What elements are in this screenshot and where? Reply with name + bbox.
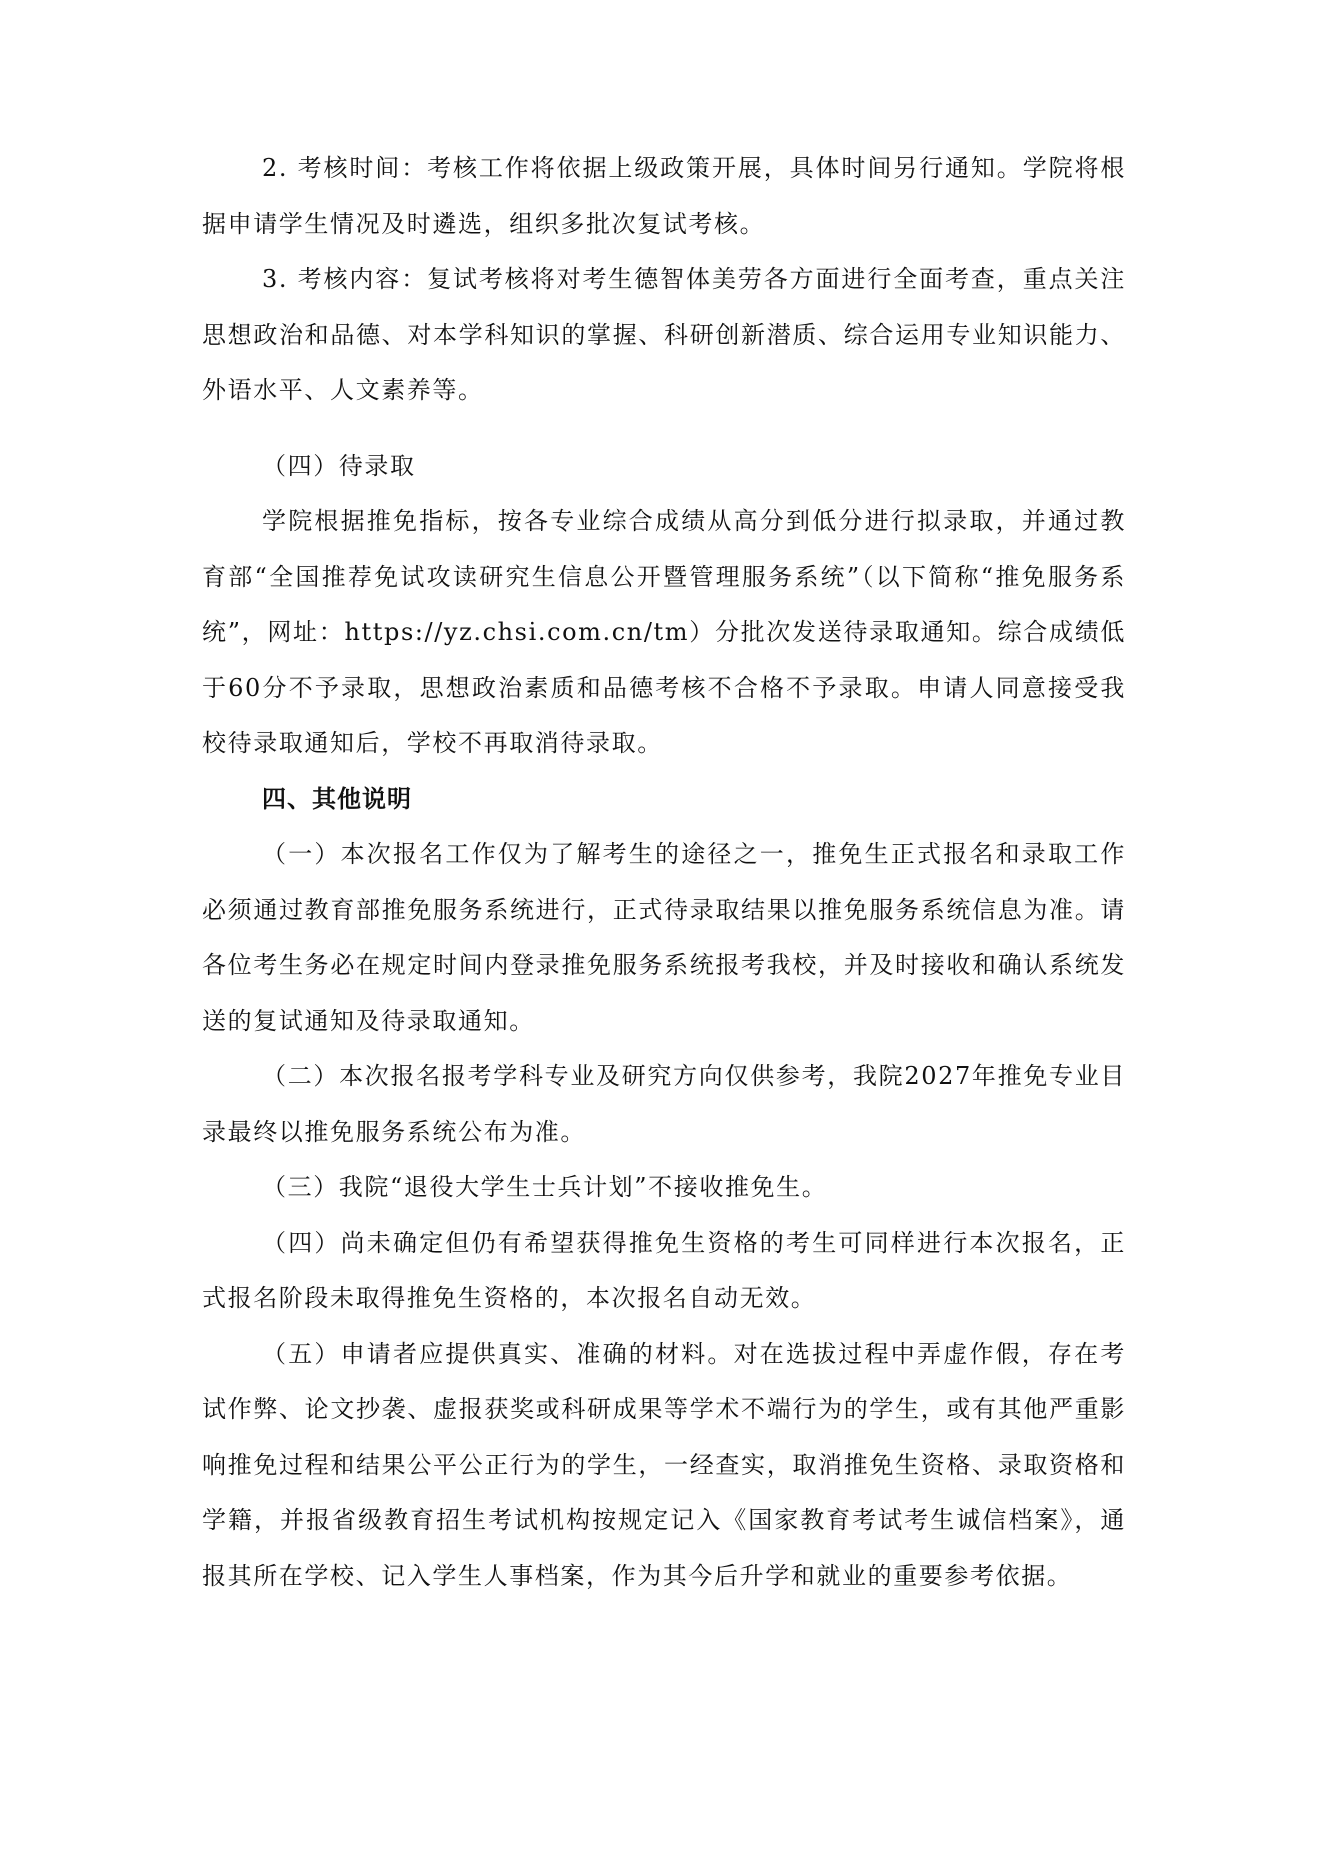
paragraph-note-1: （一）本次报名工作仅为了解考生的途径之一，推免生正式报名和录取工作必须通过教育部推免服务系统进行，正式待录取结果以推免服务系统信息为准。请各位考生务必在规定时间内登录推免服务系统报考我校，并及时接收和确认系统发送的复试通知及待录取通知。 [202, 840, 1126, 1035]
section-other-notes-heading: 四、其他说明 [262, 784, 412, 813]
paragraph-exam-content: 3. 考核内容：复试考核将对考生德智体美劳各方面进行全面考查，重点关注思想政治和品德、对本学科知识的掌握、科研创新潜质、综合运用专业知识能力、外语水平、人文素养等。 [202, 265, 1126, 404]
paragraph-note-2: （二）本次报名报考学科专业及研究方向仅供参考，我院2027年推免专业目录最终以推免服务系统公布为准。 [202, 1062, 1126, 1146]
paragraph-note-4: （四）尚未确定但仍有希望获得推免生资格的考生可同样进行本次报名，正式报名阶段未取得推免生资格的，本次报名自动无效。 [202, 1228, 1126, 1312]
paragraph-note-3: （三）我院“退役大学生士兵计划”不接收推免生。 [262, 1173, 828, 1201]
section-pending-admission-title: （四）待录取 [262, 451, 416, 480]
paragraph-note-5: （五）申请者应提供真实、准确的材料。对在选拔过程中弄虚作假，存在考试作弊、论文抄袭、虚报获奖或科研成果等学术不端行为的学生，或有其他严重影响推免过程和结果公平公正行为的学生，一经查实，取消推免生资格、录取资格和学籍，并报省级教育招生考试机构按规定记入《国家教育考试考生诚信档案》，通报其所在学校、记入学生人事档案，作为其今后升学和就业的重要参考依据。 [202, 1339, 1126, 1590]
paragraph-pending-admission: 学院根据推免指标，按各专业综合成绩从高分到低分进行拟录取，并通过教育部“全国推荐免试攻读研究生信息公开暨管理服务系统”（以下简称“推免服务系统”，网址：https://yz.chsi.com.cn/tm）分批次发送待录取通知。综合成绩低于60分不予录取，思想政治素质和品德考核不合格不予录取。申请人同意接受我校待录取通知后，学校不再取消待录取。 [202, 507, 1126, 757]
paragraph-exam-time: 2. 考核时间：考核工作将依据上级政策开展，具体时间另行通知。学院将根据申请学生情况及时遴选，组织多批次复试考核。 [202, 154, 1126, 238]
document-body [202, 141, 1126, 1604]
